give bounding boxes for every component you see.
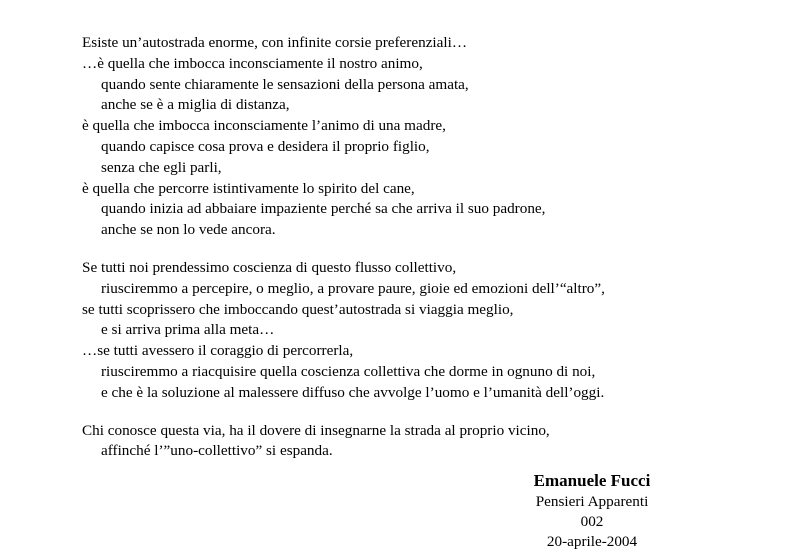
poem-line: quando capisce cosa prova e desidera il proprio figlio,	[101, 137, 430, 155]
poem-line: …se tutti avessero il coraggio di percorrerla,	[82, 342, 354, 360]
poem-line: è quella che imbocca inconsciamente l’animo di una madre,	[82, 117, 446, 135]
poem-line: è quella che percorre istintivamente lo spirito del cane,	[82, 179, 415, 197]
poem-line: e si arriva prima alla meta…	[101, 321, 275, 339]
poem-line: anche se non lo vede ancora.	[101, 221, 276, 239]
poem-line: Esiste un’autostrada enorme, con infinite corsie preferenziali…	[82, 34, 468, 51]
piece-number: 002	[580, 513, 604, 530]
piece-date: 20-aprile-2004	[546, 533, 638, 550]
signature-block	[442, 470, 742, 552]
poem-line: …è quella che imbocca inconsciamente il nostro animo,	[82, 54, 423, 72]
poem-line: se tutti scoprissero che imboccando quest’autostrada si viaggia meglio,	[82, 300, 514, 318]
author-name: Emanuele Fucci	[533, 471, 651, 490]
stanza-1	[82, 33, 742, 241]
poem-line: anche se è a miglia di distanza,	[101, 96, 290, 114]
poem-line: Se tutti noi prendessimo coscienza di questo flusso collettivo,	[82, 258, 457, 276]
poem-body	[82, 33, 742, 462]
poem-line: quando inizia ad abbaiare impaziente perché sa che arriva il suo padrone,	[101, 200, 546, 218]
poem-line: riusciremmo a percepire, o meglio, a provare paure, gioie ed emozioni dell’“altro”,	[101, 279, 605, 297]
stanza-3	[82, 421, 742, 463]
poem-line: affinché l’”uno-collettivo” si espanda.	[101, 442, 333, 460]
collection-name: Pensieri Apparenti	[535, 493, 649, 510]
stanza-2	[82, 258, 742, 404]
poem-line: Chi conosce questa via, ha il dovere di insegnarne la strada al proprio vicino,	[82, 421, 550, 439]
poem-line: e che è la soluzione al malessere diffuso che avvolge l’uomo e l’umanità dell’oggi.	[101, 383, 605, 401]
poem-line: quando sente chiaramente le sensazioni della persona amata,	[101, 75, 469, 93]
poem-line: riusciremmo a riacquisire quella coscienza collettiva che dorme in ognuno di noi,	[101, 362, 596, 380]
poem-line: senza che egli parli,	[101, 158, 222, 176]
